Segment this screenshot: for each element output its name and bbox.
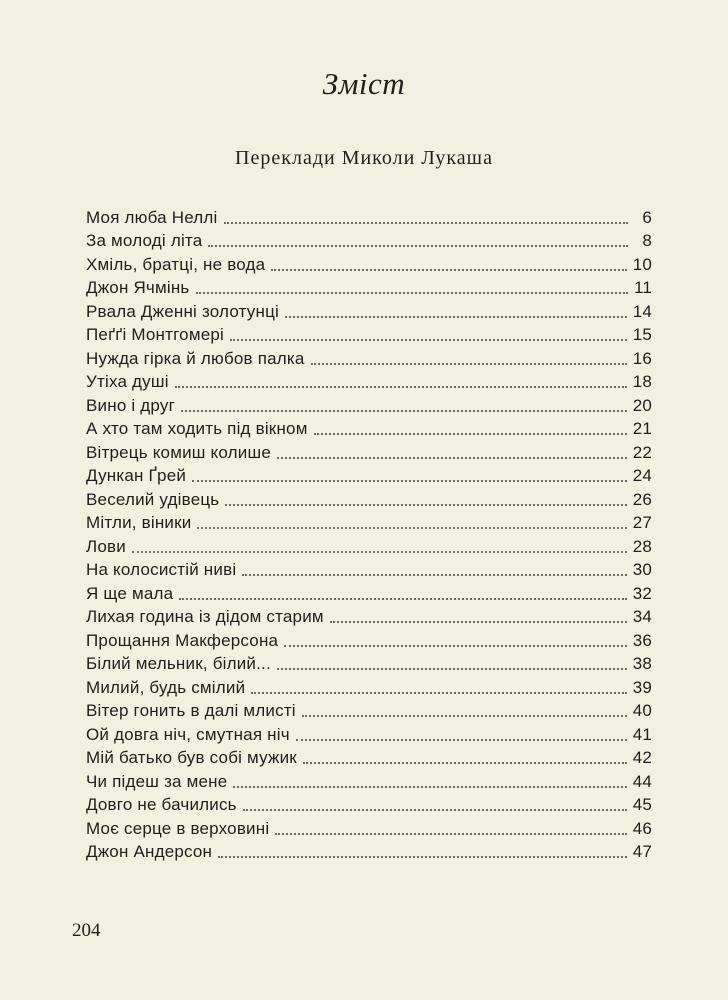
toc-entry-page: 41	[632, 724, 652, 744]
toc-entry	[86, 580, 652, 604]
toc-entry-title: Рвала Дженні золотунці	[86, 301, 280, 321]
dot-leader	[233, 786, 626, 788]
dot-leader	[303, 762, 627, 764]
dot-leader	[224, 222, 628, 224]
dot-leader	[225, 504, 626, 506]
toc-entry-title: Вітрець комиш колише	[86, 442, 271, 462]
toc-entry-page: 10	[632, 254, 652, 274]
toc-entry-title: Вітер гонить в далі млисті	[86, 701, 296, 720]
toc-entry	[86, 627, 652, 651]
dot-leader	[192, 480, 627, 482]
toc-entry-title: Дункан Ґрей	[86, 466, 187, 485]
page-title: Зміст	[322, 66, 406, 101]
toc-entry-title: Утіха душі	[86, 372, 169, 391]
toc-entry-title: За молоді літа	[86, 231, 203, 250]
toc-entry-page: 11	[633, 278, 652, 297]
dot-leader	[132, 551, 627, 553]
toc-entry	[86, 369, 652, 393]
dot-leader	[330, 621, 627, 623]
toc-entry-title: Лови	[86, 536, 126, 556]
toc-entry	[86, 768, 652, 792]
dot-leader	[277, 668, 627, 670]
toc-entry-page: 40	[632, 701, 652, 720]
toc-entry-title: Милий, будь смілий	[86, 677, 246, 697]
toc-entry-title: Веселий удівець	[86, 489, 220, 509]
toc-entry	[86, 204, 652, 228]
toc-entry	[86, 604, 652, 628]
toc-entry-page: 47	[632, 842, 652, 861]
dot-leader	[251, 692, 626, 694]
dot-leader	[271, 269, 626, 271]
toc-entry	[86, 721, 652, 745]
dot-leader	[181, 410, 627, 412]
toc-entry-title: Білий мельник, білий...	[86, 654, 271, 673]
toc-entry	[86, 298, 652, 322]
toc-entry	[86, 839, 652, 863]
toc-entry	[86, 439, 652, 463]
toc-entry-page: 6	[642, 207, 652, 227]
toc-entry-title: Хміль, братці, не вода	[86, 254, 266, 274]
dot-leader	[208, 245, 628, 247]
toc-entry-title: Джон Ячмінь	[86, 278, 190, 297]
toc-entry-title: Я ще мала	[86, 583, 174, 603]
toc-entry	[86, 698, 652, 722]
dot-leader	[243, 809, 627, 811]
section-title: Переклади Миколи Лукаша	[235, 147, 493, 169]
dot-leader	[179, 598, 626, 600]
toc-entry	[86, 533, 652, 557]
toc-entry	[86, 228, 652, 252]
toc-entry-title: Пеґґі Монтгомері	[86, 325, 224, 344]
toc-entry-title: Вино і друг	[86, 395, 175, 415]
toc-entry-page: 46	[632, 818, 652, 838]
dot-leader	[175, 386, 627, 388]
toc-entry-page: 18	[632, 372, 652, 391]
toc-entry	[86, 345, 652, 369]
toc-entry	[86, 510, 652, 534]
toc-entry-title: Моє серце в верховині	[86, 818, 270, 838]
toc-entry	[86, 251, 652, 275]
toc-entry	[86, 486, 652, 510]
toc-entry-page: 30	[632, 560, 652, 579]
dot-leader	[277, 457, 627, 459]
toc-entry-page: 24	[632, 466, 652, 485]
toc-entry-title: На колосистій ниві	[86, 560, 237, 579]
toc-entry-title: А хто там ходить під вікном	[86, 419, 308, 438]
toc-entry-page: 32	[632, 583, 652, 603]
toc-entry	[86, 815, 652, 839]
toc-entry-title: Нужда гірка й любов палка	[86, 348, 305, 368]
toc-entry	[86, 416, 652, 440]
dot-leader	[242, 574, 626, 576]
toc-entry-page: 8	[642, 231, 652, 250]
dot-leader	[314, 433, 627, 435]
table-of-contents	[86, 204, 652, 862]
dot-leader	[197, 527, 626, 529]
toc-entry-page: 22	[632, 442, 652, 462]
dot-leader	[285, 316, 627, 318]
toc-entry-page: 42	[632, 748, 652, 767]
toc-entry-title: Мій батько був собі мужик	[86, 748, 297, 767]
toc-entry-title: Джон Андерсон	[86, 842, 213, 861]
toc-entry-title: Моя люба Неллі	[86, 207, 218, 227]
dot-leader	[284, 645, 626, 647]
toc-entry-page: 20	[632, 395, 652, 415]
dot-leader	[230, 339, 627, 341]
toc-entry-title: Лихая година із дідом старим	[86, 607, 324, 626]
toc-entry-page: 21	[632, 419, 652, 438]
toc-entry-page: 39	[632, 677, 652, 697]
dot-leader	[196, 292, 628, 294]
toc-entry-page: 28	[632, 536, 652, 556]
toc-entry	[86, 674, 652, 698]
toc-entry-page: 27	[632, 513, 652, 532]
dot-leader	[311, 363, 627, 365]
toc-entry-title: Мітли, віники	[86, 513, 192, 532]
toc-entry-page: 45	[632, 795, 652, 814]
toc-entry	[86, 275, 652, 299]
toc-entry	[86, 745, 652, 769]
toc-entry	[86, 651, 652, 675]
toc-entry-page: 14	[632, 301, 652, 321]
dot-leader	[218, 856, 627, 858]
toc-entry-page: 34	[632, 607, 652, 626]
dot-leader	[296, 739, 627, 741]
toc-entry-page: 38	[632, 654, 652, 673]
toc-entry-title: Ой довга ніч, смутная ніч	[86, 724, 290, 744]
toc-entry	[86, 557, 652, 581]
toc-entry-page: 36	[632, 630, 652, 650]
toc-entry-title: Довго не бачились	[86, 795, 237, 814]
toc-entry-title: Прощання Макферсона	[86, 630, 279, 650]
toc-entry-page: 44	[632, 771, 652, 791]
toc-entry-page: 16	[632, 348, 652, 368]
toc-entry	[86, 392, 652, 416]
toc-entry	[86, 792, 652, 816]
toc-entry	[86, 463, 652, 487]
dot-leader	[302, 715, 627, 717]
dot-leader	[275, 833, 626, 835]
toc-entry-page: 15	[632, 325, 652, 344]
toc-entry-title: Чи підеш за мене	[86, 771, 228, 791]
page-number: 204	[72, 920, 101, 941]
toc-entry	[86, 322, 652, 346]
toc-entry-page: 26	[632, 489, 652, 509]
